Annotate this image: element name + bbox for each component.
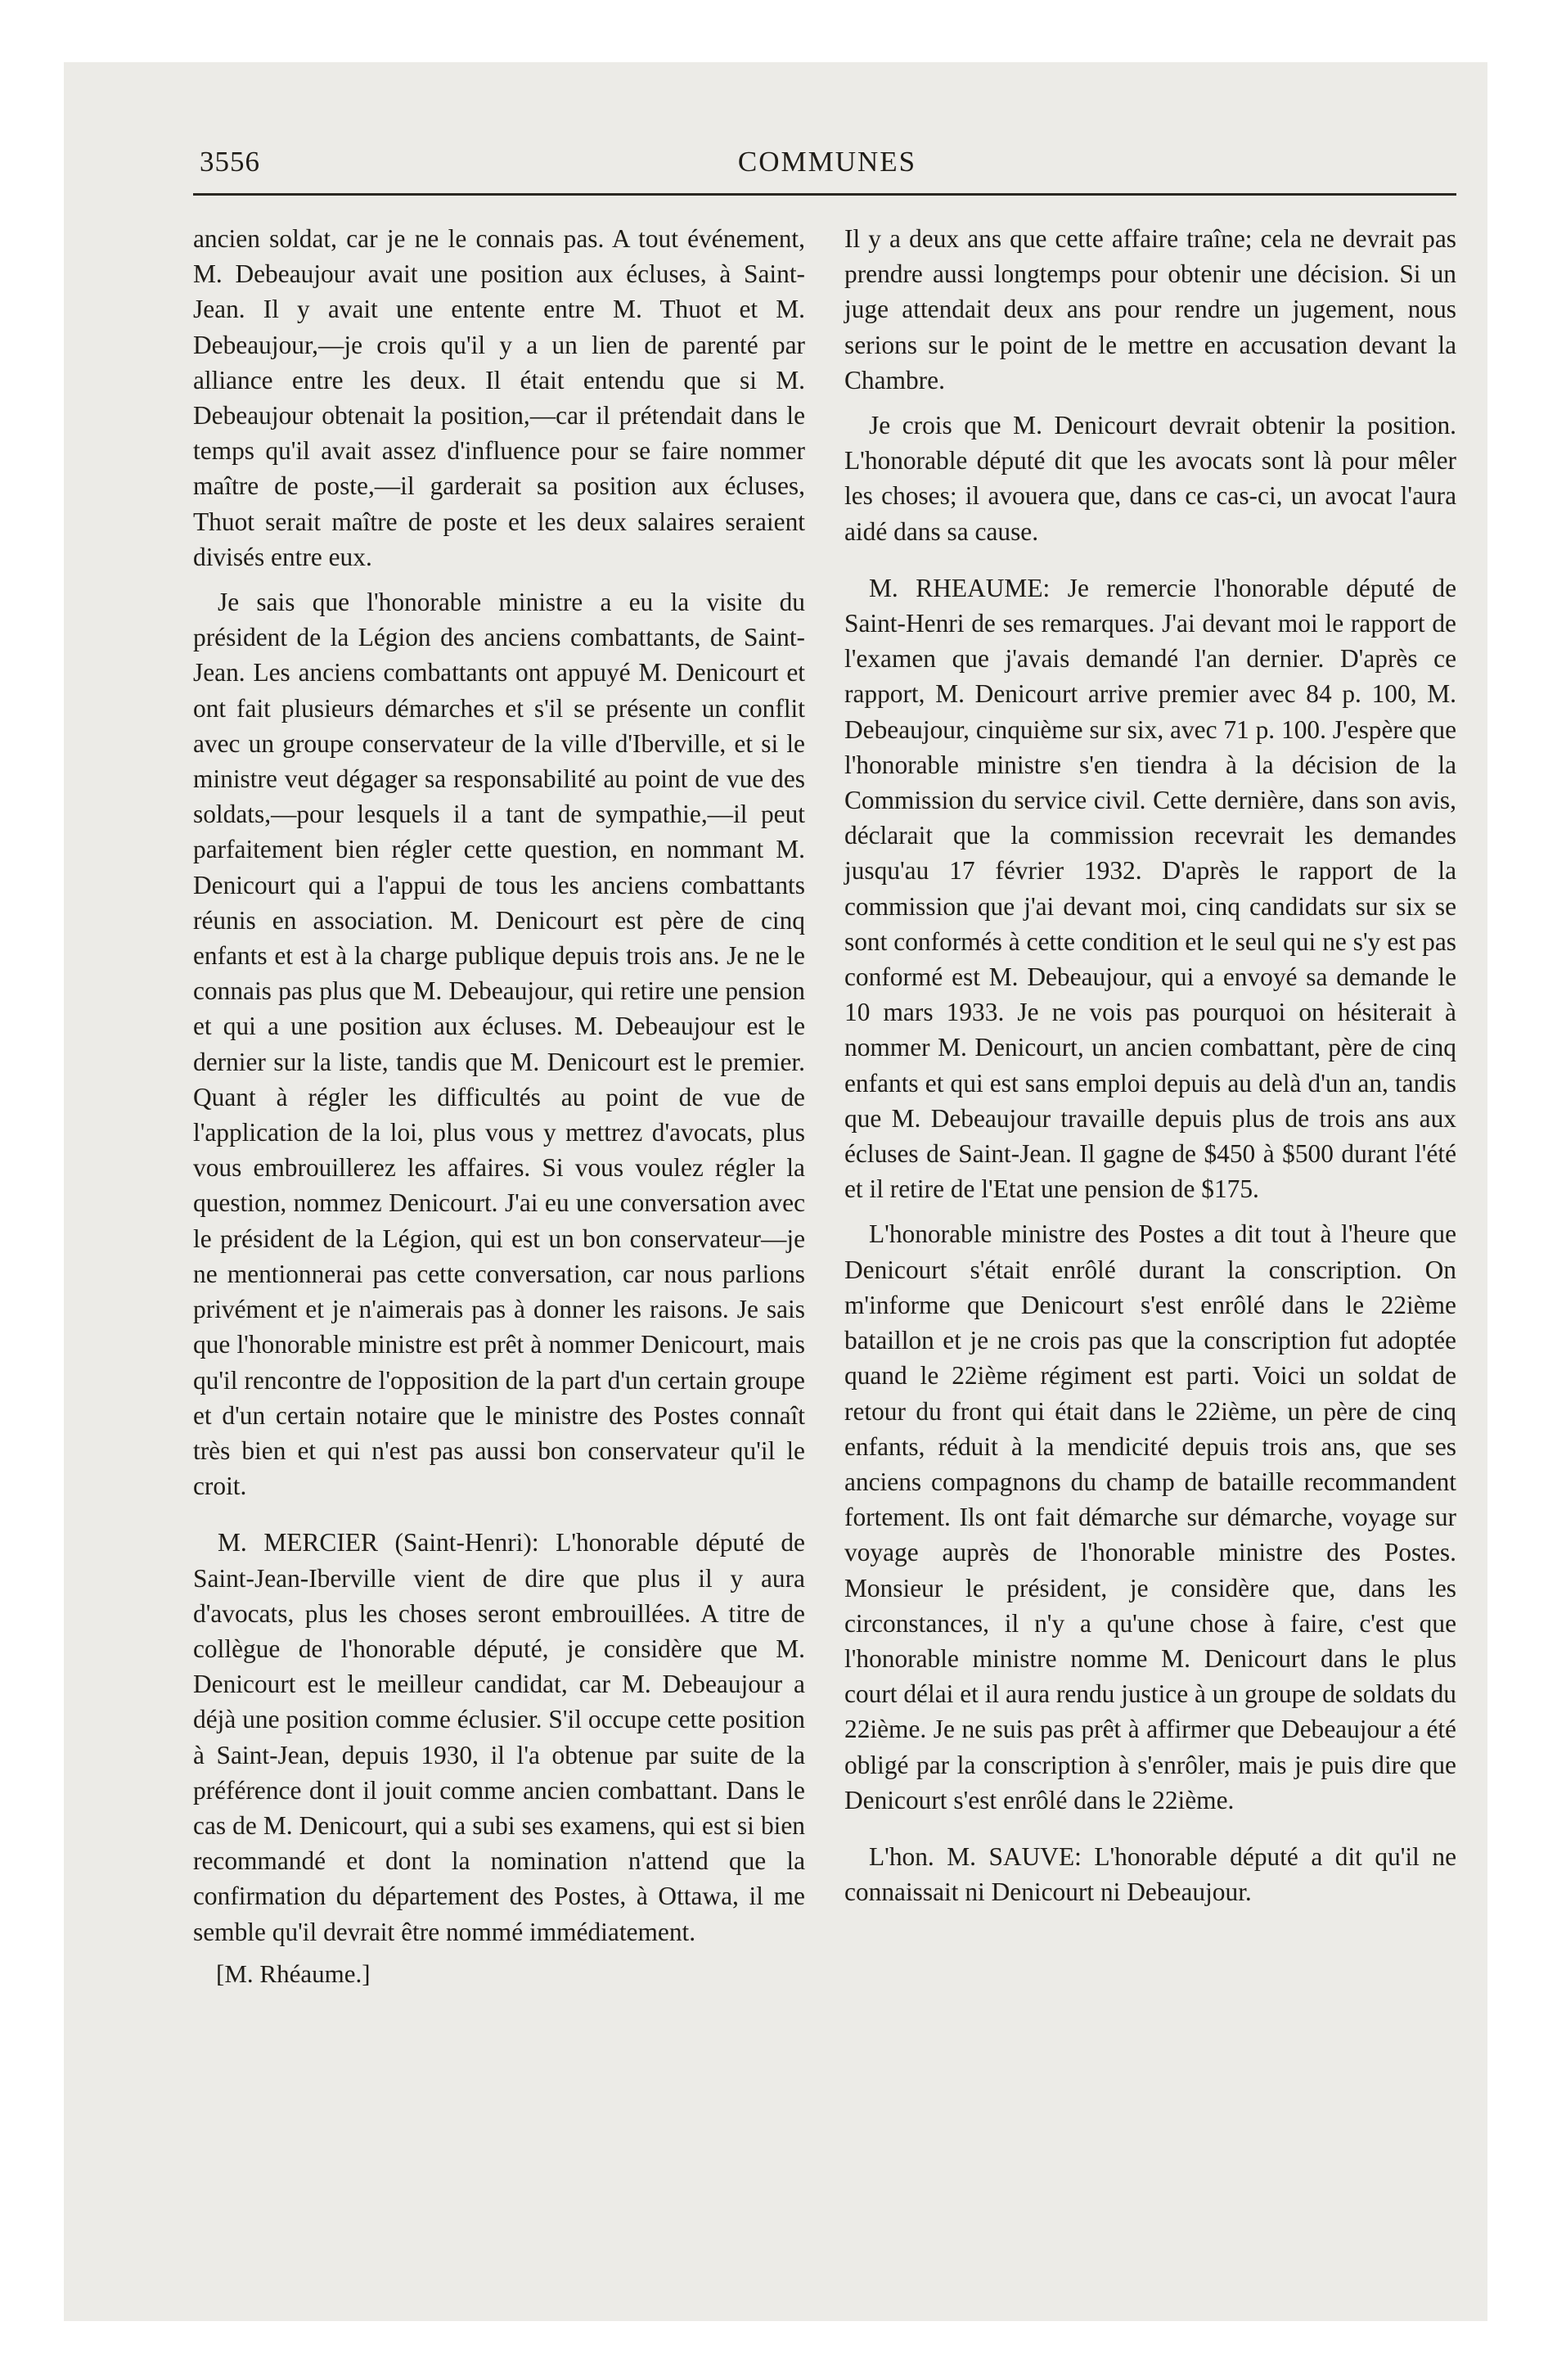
paragraph: Je sais que l'honorable ministre a eu la visite du président de la Légion des anciens combattants, de Saint-Jean. Les anciens combattants ont appuyé M. Denicourt et ont fait plusieurs démarches et s'il se présente un conflit avec un groupe conservateur de la ville d'Iberville, et si le ministre veut dégager sa responsabilité au point de vue des soldats,—pour lesquels il a tant de sympathie,—il peut parfaitement bien régler cette question, en nommant M. Denicourt qui a l'appui de tous les anciens combattants réunis en association. M. Denicourt est père de cinq enfants et est à la charge publique depuis trois ans. Je ne le connais pas plus que M. Debeaujour, qui retire une pension et qui a une position aux écluses. M. Debeaujour est le dernier sur la liste, tandis que M. Denicourt est le premier. Quant à régler les difficultés au point de vue de l'application de la loi, plus vous y mettrez d'avocats, plus vous embrouillerez les affaires. Si vous voulez régler la question, nommez Denicourt. J'ai eu une conversation avec le président de la Légion, qui est un bon conservateur—je ne mentionnerai pas cette conversation, car nous parlions privément et je n'aimerais pas à donner les raisons. Je sais que l'honorable ministre est prêt à nommer Denicourt, mais qu'il rencontre de l'opposition de la part d'un certain groupe et d'un certain notaire que le ministre des Postes connaît très bien et qui n'est pas aussi bon conservateur qu'il le croit. bbox=[193, 588, 805, 1501]
speaker-footer: [M. Rhéaume.] bbox=[216, 1959, 371, 1988]
paragraph: Je crois que M. Denicourt devrait obtenir la position. L'honorable député dit que les avocats sont là pour mêler les choses; il avouera que, dans ce cas-ci, un avocat l'aura aidé dans sa cause. bbox=[844, 411, 1456, 546]
two-column-body bbox=[193, 221, 1456, 1989]
paragraph: L'hon. M. SAUVE: L'honorable député a dit qu'il ne connaissait ni Denicourt ni Debeaujour. bbox=[844, 1841, 1456, 1907]
document-page bbox=[193, 139, 1461, 2202]
left-column bbox=[193, 221, 805, 1989]
running-title: COMMUNES bbox=[737, 146, 917, 178]
paragraph: M. MERCIER (Saint-Henri): L'honorable député de Saint-Jean-Iberville vient de dire que plus il y aura d'avocats, plus les choses seront embrouillées. A titre de collègue de l'honorable député, je considère que M. Denicourt est le meilleur candidat, car M. Debeaujour a déjà une position comme éclusier. S'il occupe cette position à Saint-Jean, depuis 1930, il l'a obtenue par suite de la préférence dont il jouit comme ancien combattant. Dans le cas de M. Denicourt, qui a subi ses examens, qui est si bien recommandé et dont la nomination n'attend que la confirmation du département des Postes, à Ottawa, il me semble qu'il devrait être nommé immédiatement. bbox=[193, 1528, 805, 1946]
page-number: 3556 bbox=[200, 146, 260, 178]
paragraph: M. RHEAUME: Je remercie l'honorable député de Saint-Henri de ses remarques. J'ai devant moi le rapport de l'examen que j'avais demandé l'an dernier. D'après ce rapport, M. Denicourt arrive premier avec 84 p. 100, M. Debeaujour, cinquième sur six, avec 71 p. 100. J'espère que l'honorable ministre s'en tiendra à la décision de la Commission du service civil. Cette dernière, dans son avis, déclarait que la commission recevrait les demandes jusqu'au 17 février 1932. D'après le rapport de la commission que j'ai devant moi, cinq candidats sur six se sont conformés à cette condition et le seul qui ne s'y est pas conformé est M. Debeaujour, qui a envoyé sa demande le 10 mars 1933. Je ne vois pas pourquoi on hésiterait à nommer M. Denicourt, un ancien combattant, père de cinq enfants et qui est sans emploi depuis au delà d'un an, tandis que M. Debeaujour travaille depuis plus de trois ans aux écluses de Saint-Jean. Il gagne de $450 à $500 durant l'été et il retire de l'Etat une pension de $175. bbox=[844, 573, 1456, 1204]
page-header bbox=[193, 139, 1461, 188]
paragraph: L'honorable ministre des Postes a dit tout à l'heure que Denicourt s'était enrôlé durant la conscription. On m'informe que Denicourt s'est enrôlé dans le 22ième bataillon et je ne crois pas que la conscription fut adoptée quand le 22ième régiment est parti. Voici un soldat de retour du front qui était dans le 22ième, un père de cinq enfants, réduit à la mendicité depuis trois ans, que ses anciens compagnons du champ de bataille recommandent fortement. Ils ont fait démarche sur démarche, voyage sur voyage auprès de l'honorable ministre des Postes. Monsieur le président, je considère que, dans les circonstances, il n'y a qu'une chose à faire, c'est que l'honorable ministre nomme M. Denicourt dans le plus court délai et il aura rendu justice à un groupe de soldats du 22ième. Je ne suis pas prêt à affirmer que Debeaujour a été obligé par la conscription à s'enrôler, mais je puis dire que Denicourt s'est enrôlé dans le 22ième. bbox=[844, 1219, 1456, 1814]
paragraph: ancien soldat, car je ne le connais pas. A tout événement, M. Debeaujour avait une position aux écluses, à Saint-Jean. Il y avait une entente entre M. Thuot et M. Debeaujour,—je crois qu'il y a un lien de parenté par alliance entre les deux. Il était entendu que si M. Debeaujour obtenait la position,—car il prétendait dans le temps qu'il avait assez d'influence pour se faire nommer maître de poste,—il garderait sa position aux écluses, Thuot serait maître de poste et les deux salaires seraient divisés entre eux. bbox=[193, 224, 805, 571]
paragraph: Il y a deux ans que cette affaire traîne; cela ne devrait pas prendre aussi longtemps pour obtenir une décision. Si un juge attendait deux ans pour rendre un jugement, nous serions sur le point de le mettre en accusation devant la Chambre. bbox=[844, 224, 1456, 394]
header-rule bbox=[193, 193, 1456, 196]
right-column bbox=[844, 221, 1456, 1989]
